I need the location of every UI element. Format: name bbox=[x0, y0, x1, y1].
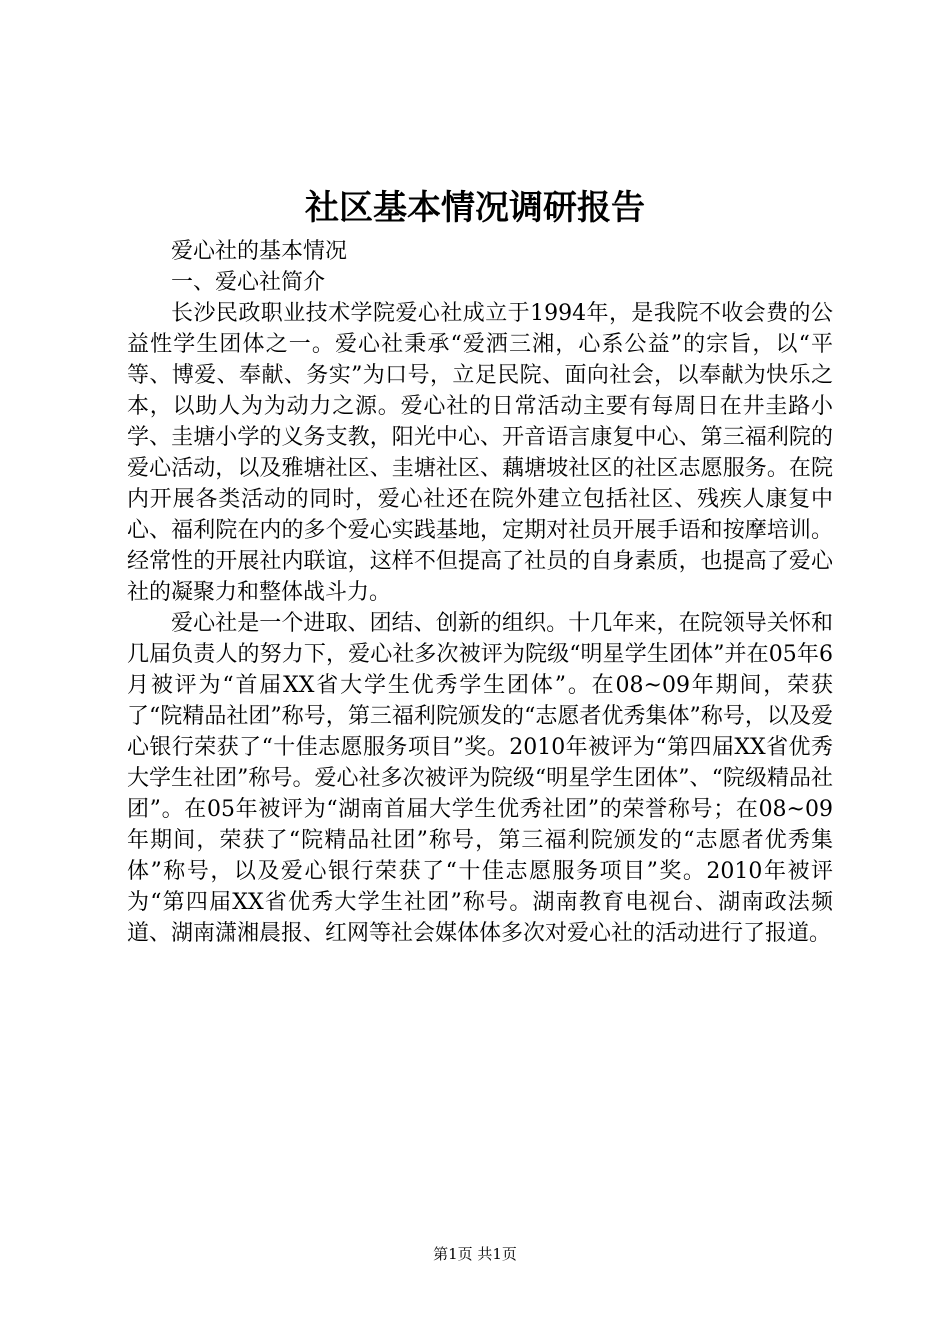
document-title: 社区基本情况调研报告 bbox=[305, 188, 645, 228]
paragraph-intro-body: 长沙民政职业技术学院爱心社成立于1994年，是我院不收会费的公益性学生团体之一。爱心社秉承“爱洒三湘，心系公益”的宗旨，以“平等、博爱、奉献、务实”为口号，立足民院、面向社会，以奉献为快乐之本，以助人为为动力之源。爱心社的日常活动主要有每周日在井圭路小学、圭塘小学的义务支教，阳光中心、开音语言康复中心、第三福利院的爱心活动，以及雅塘社区、圭塘社区、藕塘坡社区的社区志愿服务。在院内开展各类活动的同时，爱心社还在院外建立包括社区、残疾人康复中心、福利院在内的多个爱心实践基地，定期对社员开展手语和按摩培训。经常性的开展社内联谊，这样不但提高了社员的自身素质，也提高了爱心社的凝聚力和整体战斗力。 bbox=[127, 301, 833, 605]
page-footer: 第1页 共1页 bbox=[433, 1245, 517, 1263]
paragraph-heading-intro: 一、爱心社简介 bbox=[171, 270, 326, 295]
document-body bbox=[127, 236, 833, 949]
paragraph-honors-body: 爱心社是一个进取、团结、创新的组织。十几年来，在院领导关怀和几届负责人的努力下，爱心社多次被评为院级“明星学生团体”并在05年6月被评为“首届XX省大学生优秀学生团体”。在08~09年期间，荣获了“院精品社团”称号，第三福利院颁发的“志愿者优秀集体”称号，以及爱心银行荣获了“十佳志愿服务项目”奖。2010年被评为“第四届XX省优秀大学生社团”称号。爱心社多次被评为院级“明星学生团体”、“院级精品社团”。在05年被评为“湖南首届大学生优秀社团”的荣誉称号；在08~09年期间，荣获了“院精品社团”称号，第三福利院颁发的“志愿者优秀集体”称号，以及爱心银行荣获了“十佳志愿服务项目”奖。2010年被评为“第四届XX省优秀大学生社团”称号。湖南教育电视台、湖南政法频道、湖南潇湘晨报、红网等社会媒体体多次对爱心社的活动进行了报道。 bbox=[127, 611, 833, 946]
paragraph-heading-basic-info: 爱心社的基本情况 bbox=[171, 239, 348, 264]
